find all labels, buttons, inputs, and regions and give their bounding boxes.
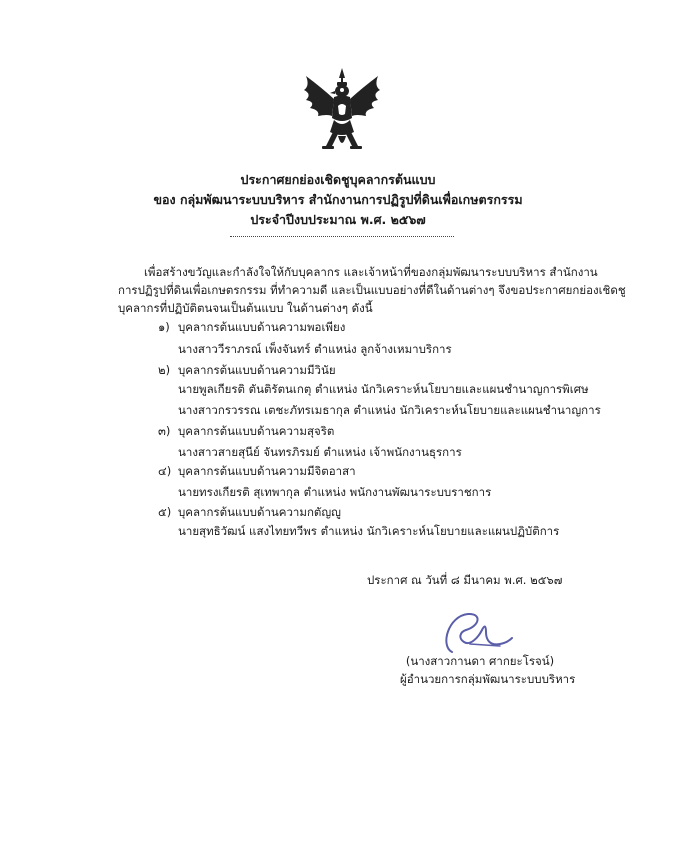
award-recipient: นางสาวกรวรรณ เตชะภัทรเมธากุล ตำแหน่ง นักวิเคราะห์นโยบายและแผนชำนาญการ [178, 403, 601, 417]
announcement-organization: ของ กลุ่มพัฒนาระบบบริหาร สำนักงานการปฏิรูปที่ดินเพื่อเกษตรกรรม [153, 192, 523, 207]
award-category: บุคลากรต้นแบบด้านความมีวินัย [178, 363, 336, 377]
announcement-title: ประกาศยกย่องเชิดชูบุคลากรต้นแบบ [240, 172, 436, 187]
award-recipient: นายทรงเกียรติ สุเทพากุล ตำแหน่ง พนักงานพัฒนาระบบราชการ [178, 485, 492, 499]
signer-position: ผู้อำนวยการกลุ่มพัฒนาระบบบริหาร [400, 672, 576, 686]
award-number: ๑) [158, 320, 170, 334]
award-number: ๔) [158, 464, 172, 478]
signer-name: (นางสาวกานดา ศากยะโรจน์) [405, 654, 555, 668]
header-divider [230, 236, 454, 237]
award-recipient: นายพูลเกียรติ ตันติรัตนเกตุ ตำแหน่ง นักวิเคราะห์นโยบายและแผนชำนาญการพิเศษ [178, 382, 589, 396]
garuda-emblem-icon [298, 66, 386, 154]
award-category: บุคลากรต้นแบบด้านความกตัญญู [178, 505, 341, 519]
intro-paragraph [118, 263, 626, 317]
award-category: บุคลากรต้นแบบด้านความสุจริต [178, 424, 335, 438]
award-number: ๕) [158, 505, 172, 519]
award-recipient: นายสุทธิวัฒน์ แสงไทยทวีพร ตำแหน่ง นักวิเคราะห์นโยบายและแผนปฏิบัติการ [178, 524, 560, 538]
intro-line: การปฏิรูปที่ดินเพื่อเกษตรกรรม ที่ทำความดี และเป็นแบบอย่างที่ดีในด้านต่างๆ จึงขอประกาศยกย่องเชิดชู [118, 283, 626, 297]
award-recipient: นางสาววีราภรณ์ เพ็งจันทร์ ตำแหน่ง ลูกจ้างเหมาบริการ [178, 342, 452, 356]
intro-line: บุคลากรที่ปฏิบัติตนจนเป็นต้นแบบ ในด้านต่างๆ ดังนี้ [118, 301, 373, 315]
award-category: บุคลากรต้นแบบด้านความพอเพียง [178, 320, 346, 334]
intro-line: เพื่อสร้างขวัญและกำลังใจให้กับบุคลากร และเจ้าหน้าที่ของกลุ่มพัฒนาระบบบริหาร สำนักงาน [144, 265, 598, 279]
announcement-fiscal-year: ประจำปีงบประมาณ พ.ศ. ๒๕๖๗ [250, 212, 426, 227]
award-number: ๒) [158, 363, 171, 377]
announcement-date: ประกาศ ณ วันที่ ๘ มีนาคม พ.ศ. ๒๕๖๗ [367, 573, 563, 587]
signature-icon [430, 608, 514, 656]
award-category: บุคลากรต้นแบบด้านความมีจิตอาสา [178, 464, 356, 478]
award-recipient: นางสาวสายสุนีย์ จันทรภิรมย์ ตำแหน่ง เจ้าพนักงานธุรการ [178, 445, 462, 459]
award-number: ๓) [158, 424, 171, 438]
